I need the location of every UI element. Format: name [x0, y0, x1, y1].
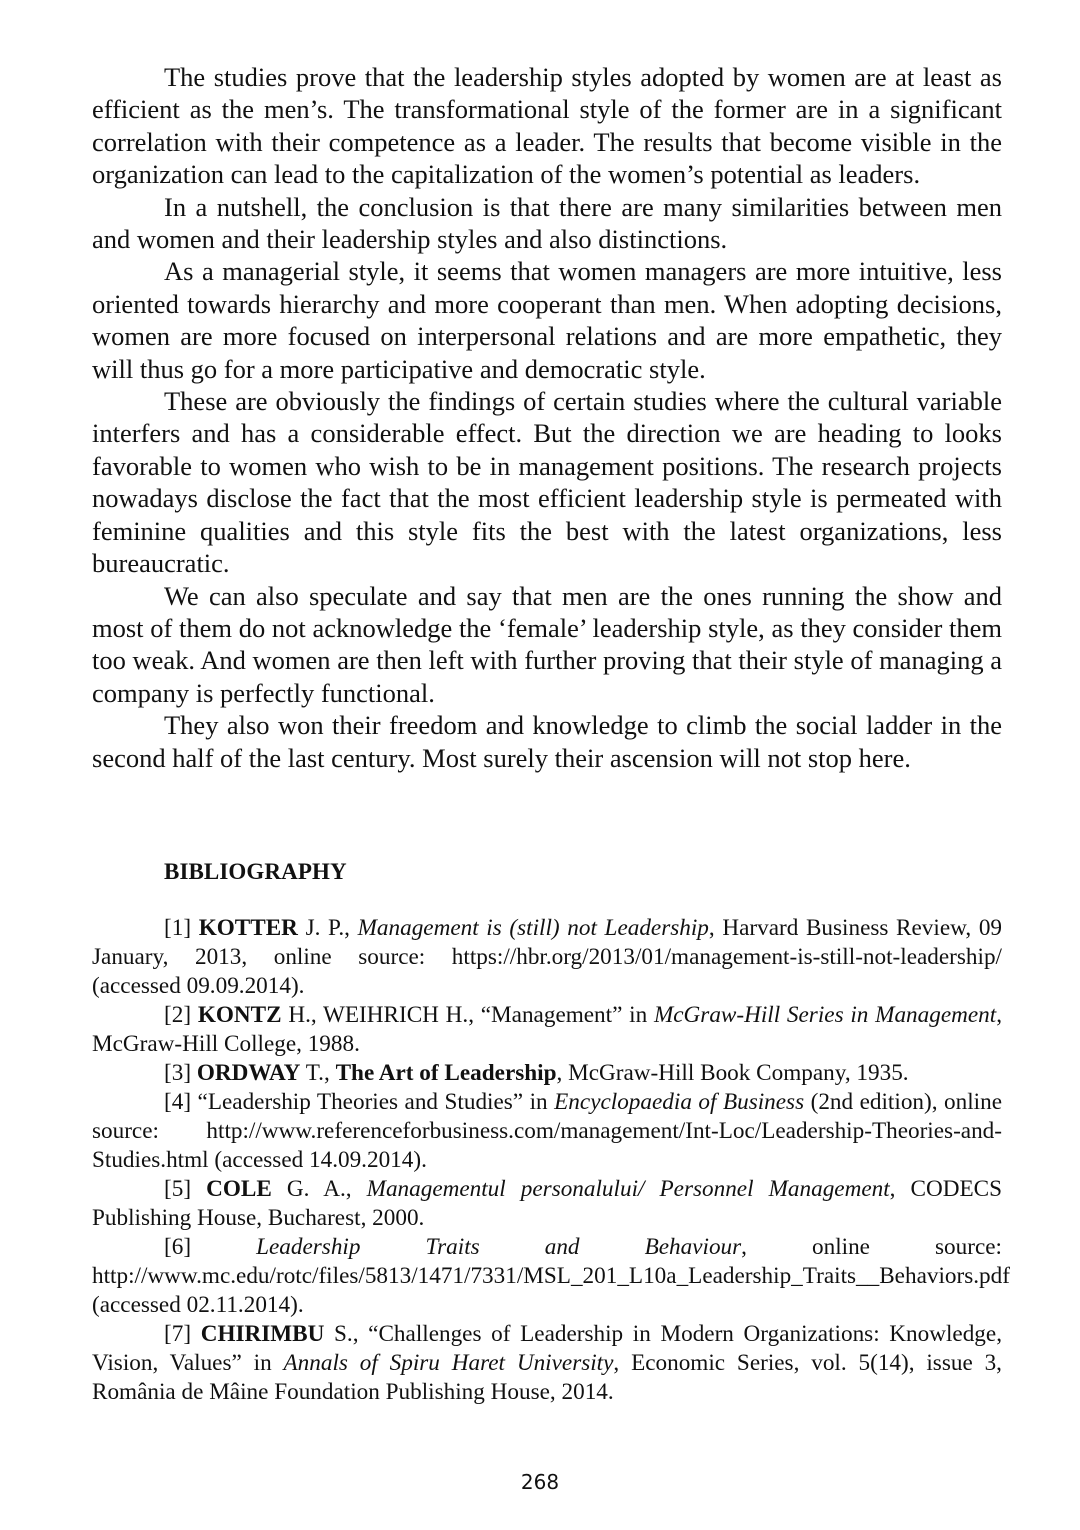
reference-number: [6]	[164, 1233, 192, 1260]
reference-details: , CODECS Publishing House, Bucharest, 2000.	[92, 1175, 1002, 1231]
reference-author-rest: T.,	[300, 1059, 336, 1086]
reference-2	[92, 1001, 1002, 1059]
reference-author: ORDWAY	[196, 1059, 301, 1086]
reference-3	[92, 1059, 1002, 1088]
reference-details: , Economic Series, vol. 5(14), issue 3, România de Mâine Foundation Publishing House, 2014.	[92, 1349, 1002, 1405]
reference-number: [3]	[164, 1059, 192, 1086]
reference-number: [4]	[164, 1088, 192, 1115]
paragraph-1: The studies prove that the leadership styles adopted by women are at least as efficient as the men’s. The transformational style of the former are in a significant correlation with their competence as a leader. The results that become visible in the organization can lead to the capitalization of the women’s potential as leaders.	[92, 62, 1002, 190]
reference-title: Leadership Traits and Behaviour	[256, 1233, 742, 1260]
reference-author-rest: J. P.,	[297, 914, 358, 941]
reference-author-rest: G. A.,	[271, 1175, 367, 1202]
reference-6	[92, 1233, 1010, 1320]
reference-list	[92, 914, 1010, 1407]
paragraph-4: These are obviously the findings of certain studies where the cultural variable interfers and has a considerable effect. But the direction we are heading to looks favorable to women who wish to be in management positions. The research projects nowadays disclose the fact that the most efficient leadership style is permeated with feminine qualities and this style fits the best with the latest organizations, less bureaucratic.	[92, 386, 1002, 579]
reference-title: Managementul personalului/ Personnel Management	[366, 1175, 890, 1202]
reference-7	[92, 1320, 1002, 1407]
reference-author: KONTZ	[197, 1001, 282, 1028]
reference-details: (2nd edition), online source: http://www.referenceforbusiness.com/management/Int-Loc/Leadership-Theories-and-Studies.html (accessed 14.09.2014).	[92, 1088, 1002, 1173]
reference-details: , online source: http://www.mc.edu/rotc/files/5813/1471/7331/MSL_201_L10a_Leadership_Traits__Behaviors.pdf (accessed 02.11.2014).	[92, 1233, 1010, 1318]
reference-5	[92, 1175, 1002, 1233]
reference-details: , McGraw-Hill Book Company, 1935.	[556, 1059, 909, 1086]
page-number: 268	[520, 1470, 560, 1494]
reference-title: McGraw-Hill Series in Management	[653, 1001, 997, 1028]
reference-number: [1]	[164, 914, 192, 941]
reference-4	[92, 1088, 1002, 1175]
reference-title: Annals of Spiru Haret University	[283, 1349, 614, 1376]
reference-author-rest: S., “Challenges of Leadership in Modern Organizations: Knowledge, Vision, Values” in	[92, 1320, 1002, 1376]
paragraph-3: As a managerial style, it seems that women managers are more intuitive, less oriented towards hierarchy and more cooperant than men. When adopting decisions, women are more focused on interpersonal relations and are more empathetic, they will thus go for a more participative and democratic style.	[92, 256, 1002, 384]
paragraph-6: They also won their freedom and knowledge to climb the social ladder in the second half of the last century. Most surely their ascension will not stop here.	[92, 710, 1002, 773]
reference-number: [7]	[164, 1320, 192, 1347]
body-text	[92, 61, 1002, 774]
reference-number: [5]	[164, 1175, 192, 1202]
reference-details: , Harvard Business Review, 09 January, 2013, online source: https://hbr.org/2013/01/management-is-still-not-leadership/ (accessed 09.09.2014).	[92, 914, 1003, 999]
reference-title: Encyclopaedia of Business	[554, 1088, 805, 1115]
reference-lead-text: “Leadership Theories and Studies” in	[197, 1088, 555, 1115]
paragraph-5: We can also speculate and say that men are the ones running the show and most of them do not acknowledge the ‘female’ leadership style, as they consider them too weak. And women are then left with further proving that their style of managing a company is perfectly functional.	[92, 580, 1002, 708]
bibliography-heading: BIBLIOGRAPHY	[164, 858, 347, 884]
reference-number: [2]	[164, 1001, 192, 1028]
reference-title: The Art of Leadership	[335, 1059, 557, 1086]
reference-1	[92, 914, 1002, 1001]
bibliography-section	[92, 857, 1010, 1407]
reference-details: , McGraw-Hill College, 1988.	[92, 1001, 1002, 1057]
reference-author: COLE	[206, 1175, 272, 1202]
document-page	[92, 61, 1010, 1407]
paragraph-2: In a nutshell, the conclusion is that there are many similarities between men and women and their leadership styles and also distinctions.	[92, 191, 1002, 255]
reference-author: KOTTER	[198, 914, 298, 941]
reference-author-rest: H., WEIHRICH H., “Management” in	[281, 1001, 654, 1028]
reference-author: CHIRIMBU	[200, 1320, 325, 1347]
reference-title: Management is (still) not Leadership	[357, 914, 709, 941]
